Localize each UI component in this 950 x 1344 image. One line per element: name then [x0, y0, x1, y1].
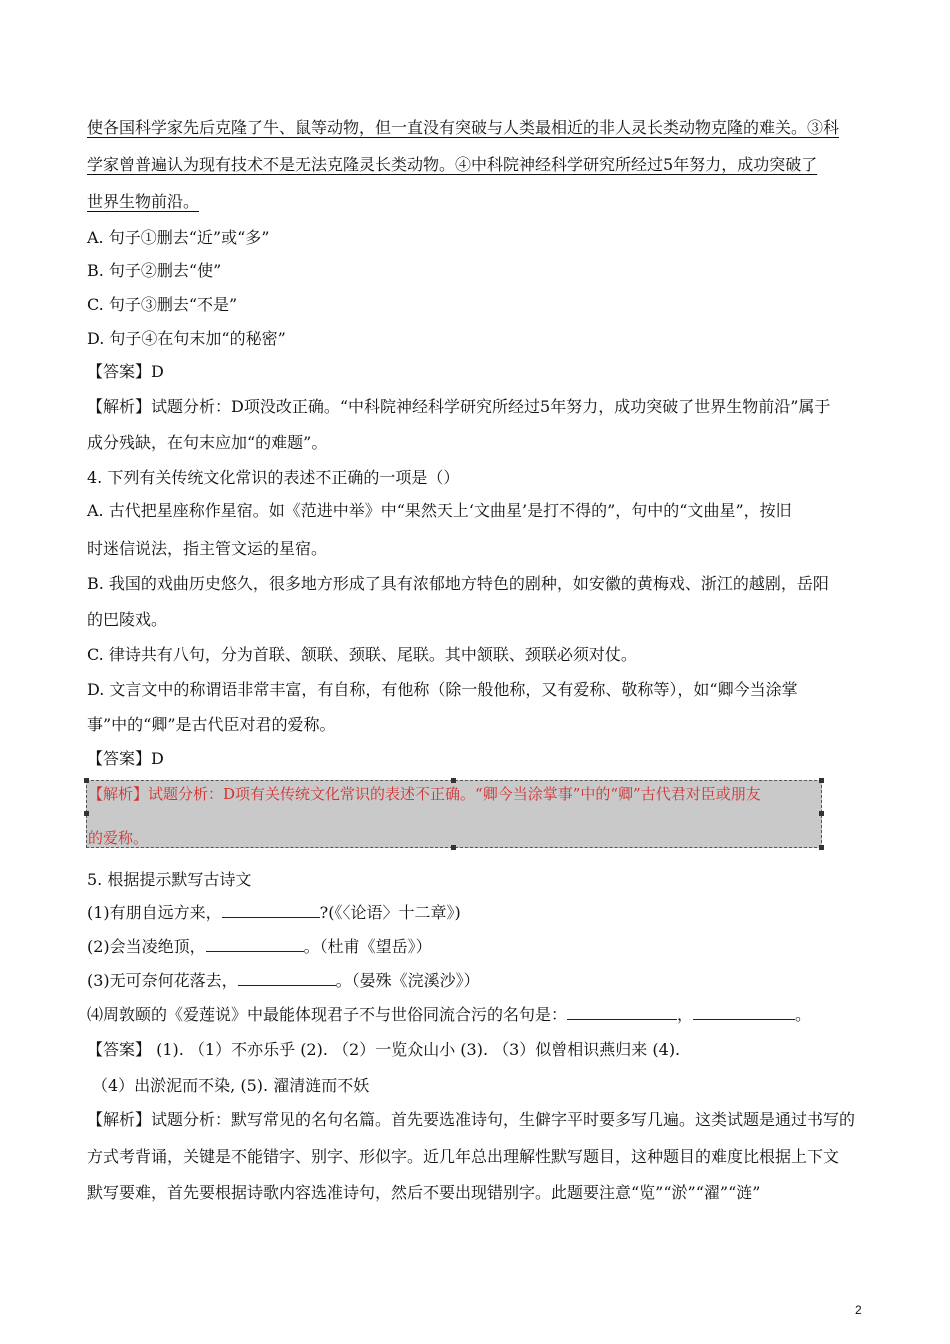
q5-item-2-text: (2)会当凌绝顶， [87, 937, 206, 956]
passage-sentence-3: 学家曾普遍认为现有技术不是无法克隆灵长类动物。 [87, 155, 456, 174]
answer-blank[interactable] [567, 1005, 677, 1020]
q3-option-d: D. 句子④在句末加“的秘密” [87, 329, 286, 348]
resize-handle[interactable] [84, 811, 89, 816]
q4-analysis-line-2: 的爱称。 [88, 829, 149, 847]
passage-line-3: 世界生物前沿。 [87, 192, 200, 211]
resize-handle[interactable] [819, 845, 824, 850]
q4-analysis-line-1: 【解析】试题分析：D项有关传统文化常识的表述不正确。“卿今当涂掌事”中的“卿”古代君对臣或朋友 [88, 785, 761, 803]
q4-option-d-line-2: 事”中的“卿”是古代臣对君的爱称。 [87, 715, 336, 734]
q5-item-4-comma: ， [677, 1005, 694, 1024]
resize-handle[interactable] [84, 778, 89, 783]
q3-option-c: C. 句子③删去“不是” [87, 295, 238, 314]
q3-answer: 【答案】D [87, 362, 164, 381]
q4-option-a-line-1: A. 古代把星座称作星宿。如《范进中举》中“果然天上‘文曲星’是打不得的”，句中的“文曲星”，按旧 [87, 501, 792, 520]
q5-item-2-source: 。（杜甫《望岳》） [303, 937, 432, 956]
q5-item-3-source: 。（晏殊《浣溪沙》） [335, 971, 480, 990]
page-number: 2 [855, 1303, 862, 1317]
q5-answer-line-2: （4）出淤泥而不染, (5). 濯清涟而不妖 [92, 1076, 370, 1095]
q4-option-b-line-2: 的巴陵戏。 [87, 610, 168, 629]
answer-blank[interactable] [693, 1005, 795, 1020]
q5-item-4-text: ⑷周敦颐的《爱莲说》中最能体现君子不与世俗同流合污的名句是： [87, 1005, 568, 1024]
q5-item-1 [87, 903, 461, 923]
resize-handle[interactable] [451, 845, 456, 850]
q5-item-2 [87, 937, 432, 957]
q5-answer-line-1: 【答案】 (1). （1）不亦乐乎 (2). （2）一览众山小 (3). （3）似曾相识燕归来 (4). [87, 1040, 681, 1059]
q5-item-1-text: (1)有朋自远方来， [87, 903, 222, 922]
q5-item-3 [87, 971, 480, 991]
q5-analysis-line-3: 默写要难，首先要根据诗歌内容选准诗句，然后不要出现错别字。此题要注意“览”“淤”“濯”“涟” [87, 1183, 761, 1202]
q4-answer: 【答案】D [87, 749, 164, 768]
q4-option-b-line-1: B. 我国的戏曲历史悠久，很多地方形成了具有浓郁地方特色的剧种，如安徽的黄梅戏、浙江的越剧，岳阳 [87, 574, 829, 593]
q5-item-4-period: 。 [795, 1005, 812, 1024]
q3-option-b: B. 句子②删去“使” [87, 261, 222, 280]
q5-item-4 [87, 1005, 811, 1025]
q3-analysis-line-2: 成分残缺，在句末应加“的难题”。 [87, 433, 328, 452]
q3-option-a: A. 句子①删去“近”或“多” [87, 228, 270, 247]
q4-option-d-line-1: D. 文言文中的称谓语非常丰富，有自称，有他称（除一般他称，又有爱称、敬称等），如“卿今当涂掌 [87, 680, 798, 699]
q5-item-1-source: ?(《〈论语〉十二章》) [319, 903, 461, 922]
passage-sentence-4: ④中科院神经科学研究所经过5年努力，成功突破了 [455, 155, 818, 174]
passage-line-2 [87, 155, 817, 175]
q4-option-c: C. 律诗共有八句，分为首联、颔联、颈联、尾联。其中颔联、颈联必须对仗。 [87, 645, 637, 664]
q4-stem: 4. 下列有关传统文化常识的表述不正确的一项是（） [87, 468, 460, 487]
resize-handle[interactable] [819, 811, 824, 816]
passage-line-1: 使各国科学家先后克隆了牛、鼠等动物，但一直没有突破与人类最相近的非人灵长类动物克隆的难关。③科 [87, 118, 840, 137]
answer-blank[interactable] [206, 937, 304, 952]
q5-analysis-line-2: 方式考背诵，关键是不能错字、别字、形似字。近几年总出理解性默写题目，这种题目的难度比根据上下文 [87, 1147, 840, 1166]
q5-item-3-text: (3)无可奈何花落去， [87, 971, 238, 990]
q5-analysis-line-1: 【解析】试题分析：默写常见的名句名篇。首先要选准诗句，生僻字平时要多写几遍。这类试题是通过书写的 [87, 1110, 856, 1129]
answer-blank[interactable] [222, 903, 320, 918]
answer-blank[interactable] [238, 971, 336, 986]
q4-option-a-line-2: 时迷信说法，指主管文运的星宿。 [87, 539, 328, 558]
resize-handle[interactable] [819, 778, 824, 783]
q5-stem: 5. 根据提示默写古诗文 [87, 870, 252, 889]
resize-handle[interactable] [451, 778, 456, 783]
q3-analysis-line-1: 【解析】试题分析：D项没改正确。“中科院神经科学研究所经过5年努力，成功突破了世界生物前沿”属于 [87, 397, 831, 416]
